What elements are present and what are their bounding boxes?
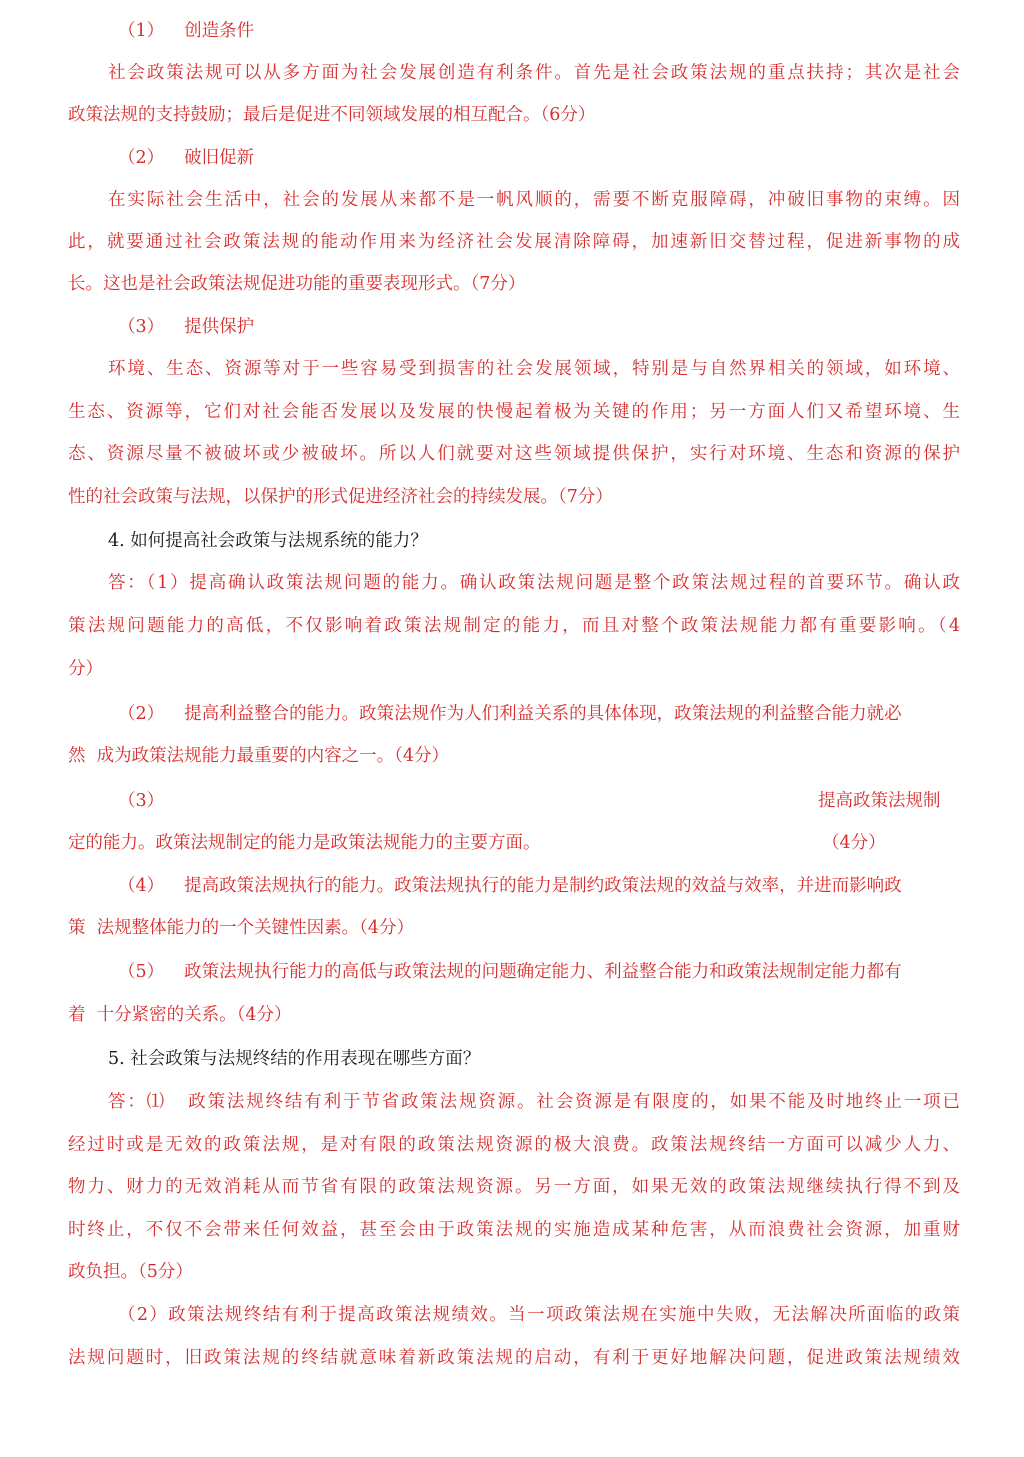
- para-1-line-1: 社会政策法规可以从多方面为社会发展创造有利条件。首先是社会政策法规的重点扶持；其次是社会: [108, 63, 960, 83]
- q4-answer-4-text: 提高政策法规执行的能力。政策法规执行的能力是制约政策法规的效益与效率，并进而影响政: [184, 876, 902, 896]
- para-2-line-3: 长。这也是社会政策法规促进功能的重要表现形式。（7分）: [68, 274, 526, 294]
- heading-3-title: 提供保护: [184, 317, 255, 337]
- para-2-line-2: 此，就要通过社会政策法规的能动作用来为经济社会发展清除障碍，加速新旧交替过程，促进新事物的成: [68, 232, 960, 252]
- q4-answer-1-line-3: 分）: [68, 659, 103, 679]
- q4-answer-5-text: 政策法规执行能力的高低与政策法规的问题确定能力、利益整合能力和政策法规制定能力都有: [184, 962, 902, 982]
- q5-answer-1-line-4: 时终止，不仅不会带来任何效益，甚至会由于政策法规的实施造成某种危害，从而浪费社会资源，加重财: [68, 1220, 960, 1240]
- q4-answer-3-number: （3）: [118, 791, 165, 811]
- q4-answer-3-line-2: 定的能力。政策法规制定的能力是政策法规能力的主要方面。: [68, 833, 541, 853]
- para-3-line-1: 环境、生态、资源等对于一些容易受到损害的社会发展领域，特别是与自然界相关的领域，如环境、: [108, 359, 960, 379]
- para-1-line-2: 政策法规的支持鼓励；最后是促进不同领域发展的相互配合。（6分）: [68, 105, 596, 125]
- q4-answer-2-text: 提高利益整合的能力。政策法规作为人们利益关系的具体体现，政策法规的利益整合能力就必: [184, 704, 902, 724]
- heading-3-number: （3）: [118, 317, 165, 337]
- q4-answer-5-line-1: [118, 960, 960, 984]
- q4-answer-5-line-2: 着 十分紧密的关系。（4分）: [68, 1005, 292, 1025]
- heading-1: [118, 19, 1010, 43]
- heading-1-number: （1）: [118, 21, 165, 41]
- para-3-line-3: 态、资源尽量不被破坏或少被破坏。所以人们就要对这些领域提供保护，实行对环境、生态和资源的保护: [68, 444, 960, 464]
- q5-answer-2-line-1: （2）政策法规终结有利于提高政策法规绩效。当一项政策法规在实施中失败，无法解决所面临的政策: [118, 1305, 960, 1325]
- heading-2-number: （2）: [118, 148, 165, 168]
- heading-1-title: 创造条件: [184, 21, 255, 41]
- heading-2: [118, 146, 1010, 170]
- heading-3: [118, 315, 1010, 339]
- q4-answer-3-text-right: 提高政策法规制: [818, 791, 941, 811]
- q4-answer-4-line-2: 策 法规整体能力的一个关键性因素。（4分）: [68, 918, 415, 938]
- q4-answer-3-score: （4分）: [822, 833, 886, 853]
- q4-answer-1-line-2: 策法规问题能力的高低，不仅影响着政策法规制定的能力，而且对整个政策法规能力都有重要影响。（4: [68, 616, 960, 636]
- para-3-line-4: 性的社会政策与法规，以保护的形式促进经济社会的持续发展。（7分）: [68, 487, 613, 507]
- q4-answer-2-number: （2）: [118, 704, 165, 724]
- heading-2-title: 破旧促新: [184, 148, 255, 168]
- q5-answer-1-line-2: 经过时或是无效的政策法规，是对有限的政策法规资源的极大浪费。政策法规终结一方面可以减少人力、: [68, 1135, 960, 1155]
- q5-answer-2-line-2: 法规问题时，旧政策法规的终结就意味着新政策法规的启动，有利于更好地解决问题，促进政策法规绩效: [68, 1348, 960, 1368]
- q4-answer-1-line-1: 答：（1）提高确认政策法规问题的能力。确认政策法规问题是整个政策法规过程的首要环节。确认政: [108, 573, 960, 593]
- q4-answer-4-number: （4）: [118, 876, 165, 896]
- para-2-line-1: 在实际社会生活中，社会的发展从来都不是一帆风顺的，需要不断克服障碍，冲破旧事物的束缚。因: [108, 190, 960, 210]
- question-5: 5. 社会政策与法规终结的作用表现在哪些方面？: [108, 1049, 481, 1069]
- q4-answer-2-line-1: [118, 702, 960, 726]
- question-4: 4. 如何提高社会政策与法规系统的能力？: [108, 531, 428, 551]
- para-3-line-2: 生态、资源等，它们对社会能否发展以及发展的快慢起着极为关键的作用；另一方面人们又希望环境、生: [68, 402, 960, 422]
- q5-answer-1-line-1: 答：⑴ 政策法规终结有利于节省政策法规资源。社会资源是有限度的，如果不能及时地终止一项已: [108, 1092, 960, 1112]
- q4-answer-5-number: （5）: [118, 962, 165, 982]
- q4-answer-2-line-2: 然 成为政策法规能力最重要的内容之一。（4分）: [68, 746, 450, 766]
- q5-answer-1-line-5: 政负担。（5分）: [68, 1262, 193, 1282]
- q5-answer-1-line-3: 物力、财力的无效消耗从而节省有限的政策法规资源。另一方面，如果无效的政策法规继续执行得不到及: [68, 1177, 960, 1197]
- q4-answer-4-line-1: [118, 874, 960, 898]
